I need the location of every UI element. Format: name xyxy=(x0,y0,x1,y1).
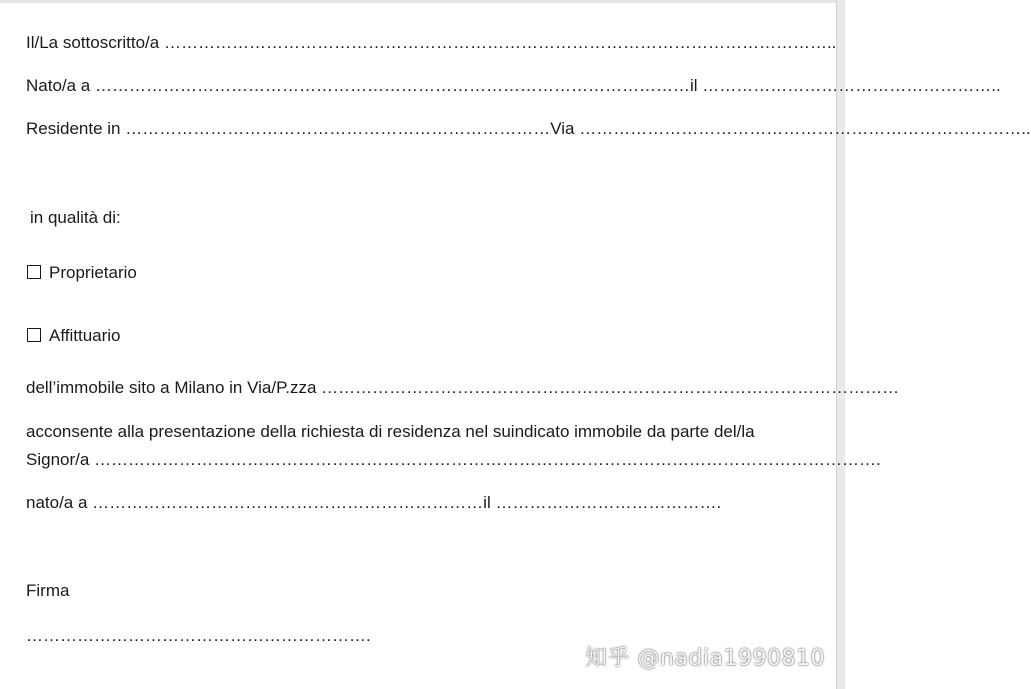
proprietario-label: Proprietario xyxy=(49,263,137,282)
immobile-line[interactable]: dell’immobile sito a Milano in Via/P.zza ………………………………………………………………………………………… xyxy=(26,378,900,397)
residente-line[interactable]: Residente in …………………………………………………………………Via …………………………………………………………………….. xyxy=(26,119,1031,138)
qualita-label: in qualità di: xyxy=(30,208,121,227)
nato2-line[interactable]: nato/a a ……………………………………………………………il …………………………………. xyxy=(26,493,722,512)
proprietario-checkbox[interactable] xyxy=(27,265,41,279)
option-proprietario[interactable] xyxy=(27,263,137,283)
signor-line[interactable]: Signor/a …………………………………………………………………………………………………………………………. xyxy=(26,450,881,469)
acconsente-text: acconsente alla presentazione della richiesta di residenza nel suindicato immobile da parte del/la xyxy=(26,422,755,441)
nato-line[interactable]: Nato/a a ……………………………………………………………………………………………il …………………………………………….. xyxy=(26,76,1001,95)
firma-label: Firma xyxy=(26,581,70,600)
affittuario-checkbox[interactable] xyxy=(27,328,41,342)
page-right-edge xyxy=(836,0,845,689)
page-top-edge xyxy=(0,0,845,3)
firma-signature-line[interactable]: ……………………………………………………. xyxy=(26,626,371,645)
zhihu-watermark: 知乎 @nadia1990810 xyxy=(585,646,825,671)
affittuario-label: Affittuario xyxy=(49,326,121,345)
option-affittuario[interactable] xyxy=(27,326,121,346)
sottoscritto-line[interactable]: Il/La sottoscritto/a ……………………………………………………………………………………………………….. xyxy=(26,33,837,52)
